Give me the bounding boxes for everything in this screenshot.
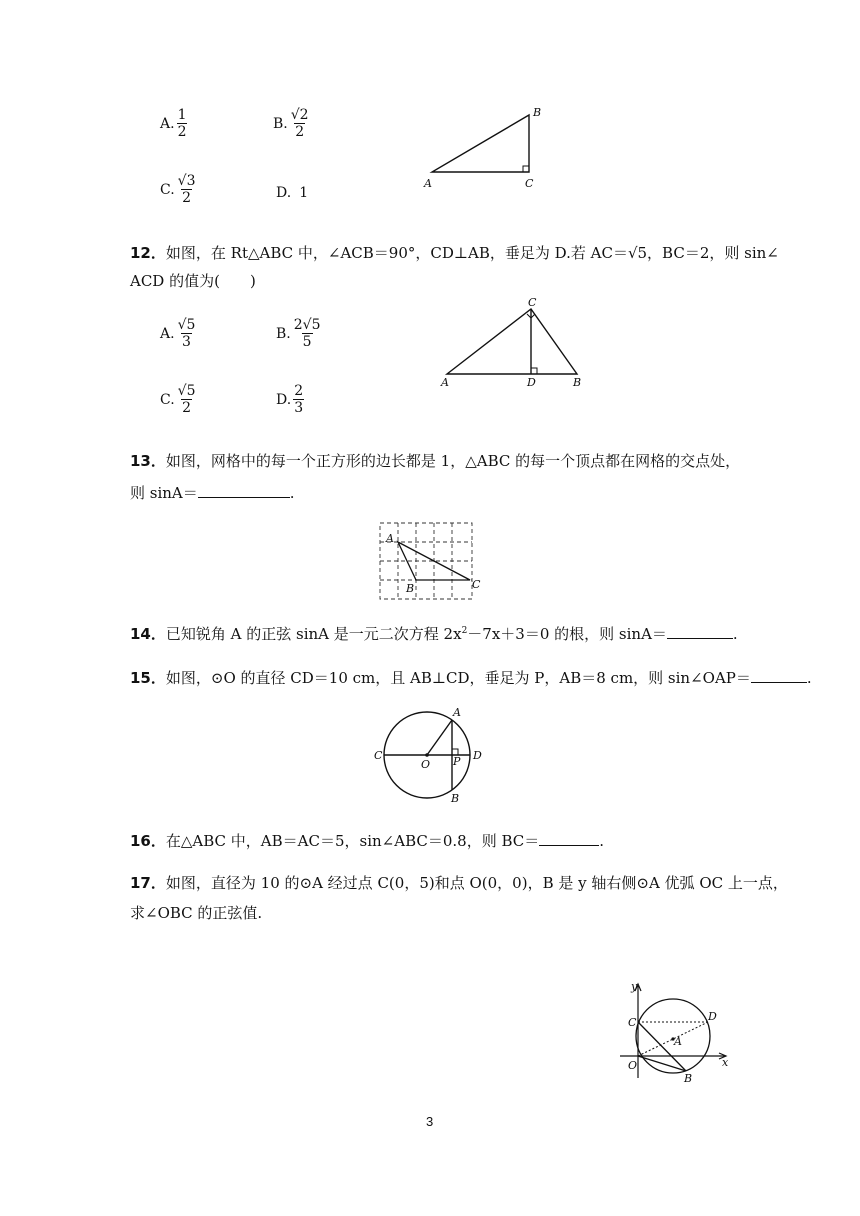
label-a: A — [674, 1035, 682, 1048]
q16-text: 16．在△ABC 中，AB＝AC＝5，sin∠ABC＝0.8，则 BC＝ . — [130, 832, 605, 850]
q14-text: 14．已知锐角 A 的正弦 sinA 是一元二次方程 $2x^2-7x+3=0$ 的根，则 sinA＝ . — [130, 625, 738, 643]
right-angle-mark-d — [531, 368, 537, 374]
label-c: C — [525, 177, 534, 190]
q11-triangle-figure — [420, 100, 550, 195]
q12-option-a: A. $\frac{√5}{3}$ — [160, 317, 196, 350]
answer-blank[interactable] — [539, 845, 599, 846]
fraction: $\frac{2√5}{5}$ — [293, 317, 321, 350]
q11-option-b: B. $\frac{√2}{2}$ — [273, 107, 309, 140]
fraction: $\frac{√3}{2}$ — [177, 173, 196, 206]
center-point — [425, 753, 429, 757]
label-p: P — [453, 755, 461, 768]
fraction: $\frac{√5}{3}$ — [177, 317, 196, 350]
answer-blank[interactable] — [198, 497, 290, 498]
q17-line2: 求∠OBC 的正弦值. — [130, 904, 263, 922]
label-b: B — [684, 1072, 693, 1084]
label-x: x — [722, 1056, 729, 1069]
label-d: D — [527, 376, 536, 389]
triangle-abc — [447, 309, 577, 374]
q12-option-d: D. $\frac{2}{3}$ — [276, 383, 304, 416]
label-o: O — [421, 758, 431, 771]
segment-oa — [427, 720, 452, 755]
label-b: B — [406, 582, 415, 595]
q13-line1: 13．如图，网格中的每一个正方形的边长都是 1，△ABC 的每一个顶点都在网格的交点处， — [130, 452, 741, 470]
answer-blank[interactable] — [667, 638, 733, 639]
fraction: $\frac{1}{2}$ — [177, 107, 187, 140]
label-c: C — [528, 296, 537, 309]
label-c: C — [374, 749, 383, 762]
label-c: C — [472, 578, 481, 591]
label-a: A — [386, 532, 394, 545]
q17-coordinate-figure — [618, 978, 734, 1084]
label-b: B — [451, 792, 460, 805]
fraction: $\frac{√2}{2}$ — [290, 107, 309, 140]
triangle-abc — [432, 115, 529, 172]
q12-line1: 12．如图，在 Rt△ABC 中，∠ACB＝90°，CD⊥AB，垂足为 D.若 AC＝√5，BC＝2，则 sin∠ — [130, 244, 779, 262]
q12-option-c: C. $\frac{√5}{2}$ — [160, 383, 196, 416]
label-o: O — [628, 1059, 638, 1072]
label-b: B — [573, 376, 582, 389]
circle-a — [636, 999, 710, 1073]
q13-line2: 则 sinA＝ . — [130, 484, 295, 502]
fraction: $\frac{2}{3}$ — [294, 383, 304, 416]
q12-triangle-figure — [435, 296, 595, 391]
q11-option-d: D. 1 — [276, 185, 309, 201]
q15-circle-figure — [372, 702, 492, 806]
q13-grid-figure — [376, 520, 486, 602]
right-angle-mark — [523, 166, 529, 172]
answer-blank[interactable] — [751, 682, 807, 683]
q15-text: 15．如图，⊙O 的直径 CD＝10 cm，且 AB⊥CD，垂足为 P，AB＝8 cm，则 sin∠OAP＝ . — [130, 669, 812, 687]
q12-option-b: B. $\frac{2√5}{5}$ — [276, 317, 321, 350]
q12-line2: ACD 的值为( ) — [130, 272, 256, 290]
label-c: C — [628, 1016, 637, 1029]
page-number: 3 — [426, 1114, 434, 1129]
label-d: D — [473, 749, 482, 762]
label-b: B — [533, 106, 542, 119]
label-y: y — [631, 980, 638, 993]
label-a: A — [453, 706, 461, 719]
label-a: A — [441, 376, 449, 389]
label-a: A — [424, 177, 432, 190]
q11-option-a: A. $\frac{1}{2}$ — [160, 107, 187, 140]
fraction: $\frac{√5}{2}$ — [177, 383, 196, 416]
q11-option-c: C. $\frac{√3}{2}$ — [160, 173, 196, 206]
label-d: D — [708, 1010, 717, 1023]
q17-line1: 17．如图，直径为 10 的⊙A 经过点 C(0，5)和点 O(0，0)，B 是 y 轴右侧⊙A 优弧 OC 上一点， — [130, 874, 788, 892]
